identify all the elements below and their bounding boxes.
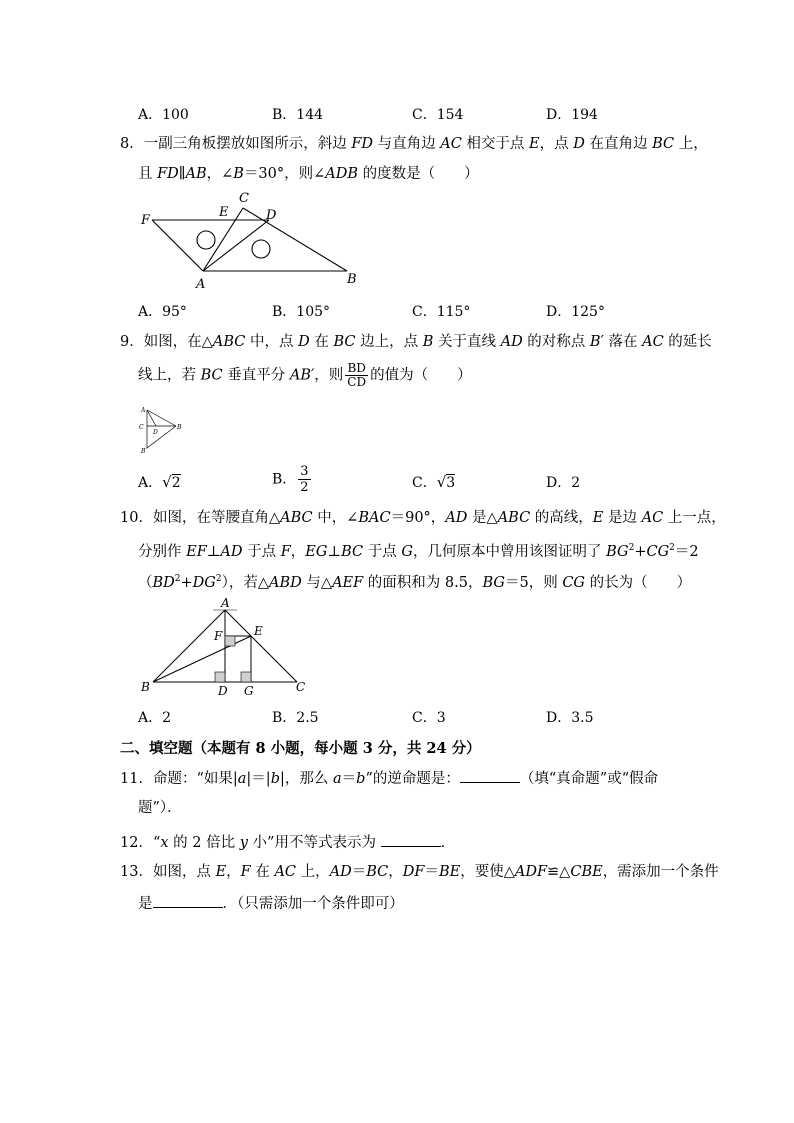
q13-answer-blank[interactable] [153, 893, 223, 908]
q10-figure [138, 595, 313, 700]
q9-figure [138, 404, 188, 454]
q8-option-c: C．115° [412, 304, 471, 320]
q10-line3: $(BD^2+DG^2)$，若△ABD 与△AEF 的面积和为 8.5，BG＝5，则 CG 的长为（ ） [138, 574, 692, 591]
q10-label-b: B [141, 680, 150, 694]
q10-option-c: C．3 [412, 710, 446, 726]
q8-label-b: B [347, 272, 357, 287]
q13-line2: 是 ．（只需添加一个条件即可） [138, 893, 404, 914]
q8-label-d: D [266, 208, 277, 223]
q11-line1: 11．命题：“如果|a|＝|b|，那么 a＝b”的逆命题是： （填“真命题”或“假命 [120, 768, 658, 789]
q10-label-g: G [244, 684, 254, 698]
q8-label-f: F [141, 213, 151, 228]
q9-label-a: A [141, 407, 146, 414]
q9-option-a: A．√2 [138, 473, 181, 491]
q10-option-b: B．2.5 [272, 710, 319, 726]
q9-label-b: B [177, 424, 182, 431]
q8-label-a: A [196, 277, 206, 292]
q10-label-a: A [221, 596, 230, 610]
q8-label-c: C [239, 191, 249, 206]
q12-line: 12．“x 的 2 倍比 y 小”用不等式表示为 ． [120, 832, 455, 853]
q9-fraction: $\frac{BD}{CD}$ [347, 361, 367, 389]
q8-option-d: D．125° [546, 304, 605, 320]
q10-line1: 10．如图，在等腰直角△ABC 中，∠BAC＝90°，AD 是△ABC 的高线，E 是边 AC 上一点， [120, 510, 726, 526]
q8-line2: 且 FD∥AB，∠B＝30°，则∠ADB 的度数是（ ） [138, 166, 479, 182]
q10-option-d: D．3.5 [546, 710, 594, 726]
q11-answer-blank[interactable] [460, 768, 520, 783]
q8-option-a: A．95° [138, 304, 187, 320]
q12-answer-blank[interactable] [381, 832, 441, 847]
q8-figure [135, 188, 365, 293]
q9-label-c: C [139, 424, 144, 431]
q9-label-d: D [153, 429, 158, 436]
q9-line2: 线上，若 BC 垂直平分 AB′，则 $\frac{BD}{CD}$ 的值为（ ） [138, 361, 472, 389]
q8-label-e: E [219, 205, 229, 220]
q10-line2: 分别作 EF⊥AD 于点 F，EG⊥BC 于点 G，几何原本中曾用该图证明了 $BG^2+CG^2=2$ [138, 543, 699, 560]
q9-line1: 9．如图，在△ABC 中，点 D 在 BC 边上，点 B 关于直线 AD 的对称点 B′ 落在 AC 的延长 [120, 334, 712, 350]
q7-option-a: A．100 [138, 107, 189, 123]
q10-label-c: C [296, 680, 306, 694]
q10-label-e: E [254, 624, 263, 638]
q11-line2: 题”）． [138, 800, 182, 816]
q7-option-d: D．194 [546, 107, 598, 123]
q9-option-d: D．2 [546, 475, 581, 491]
q13-line1: 13．如图，点 E，F 在 AC 上，AD＝BC，DF＝BE，要使△ADF≌△CBE，需添加一个条件 [120, 864, 719, 880]
q8-line1: 8．一副三角板摆放如图所示，斜边 FD 与直角边 AC 相交于点 E，点 D 在直角边 BC 上， [120, 136, 708, 152]
q8-option-b: B．105° [272, 304, 331, 320]
q10-label-f: F [214, 629, 223, 643]
q7-option-b: B．144 [272, 107, 324, 123]
q9-option-c: C．√3 [412, 473, 456, 491]
q9-option-b: B． $\frac{3}{2}$ [272, 464, 309, 495]
q7-option-c: C．154 [412, 107, 464, 123]
q9-label-b-prime: B′ [141, 448, 147, 454]
q10-label-d: D [218, 684, 228, 698]
q10-option-a: A．2 [138, 710, 172, 726]
section-title: 二、填空题（本题有 8 小题，每小题 3 分，共 24 分） [120, 740, 481, 757]
